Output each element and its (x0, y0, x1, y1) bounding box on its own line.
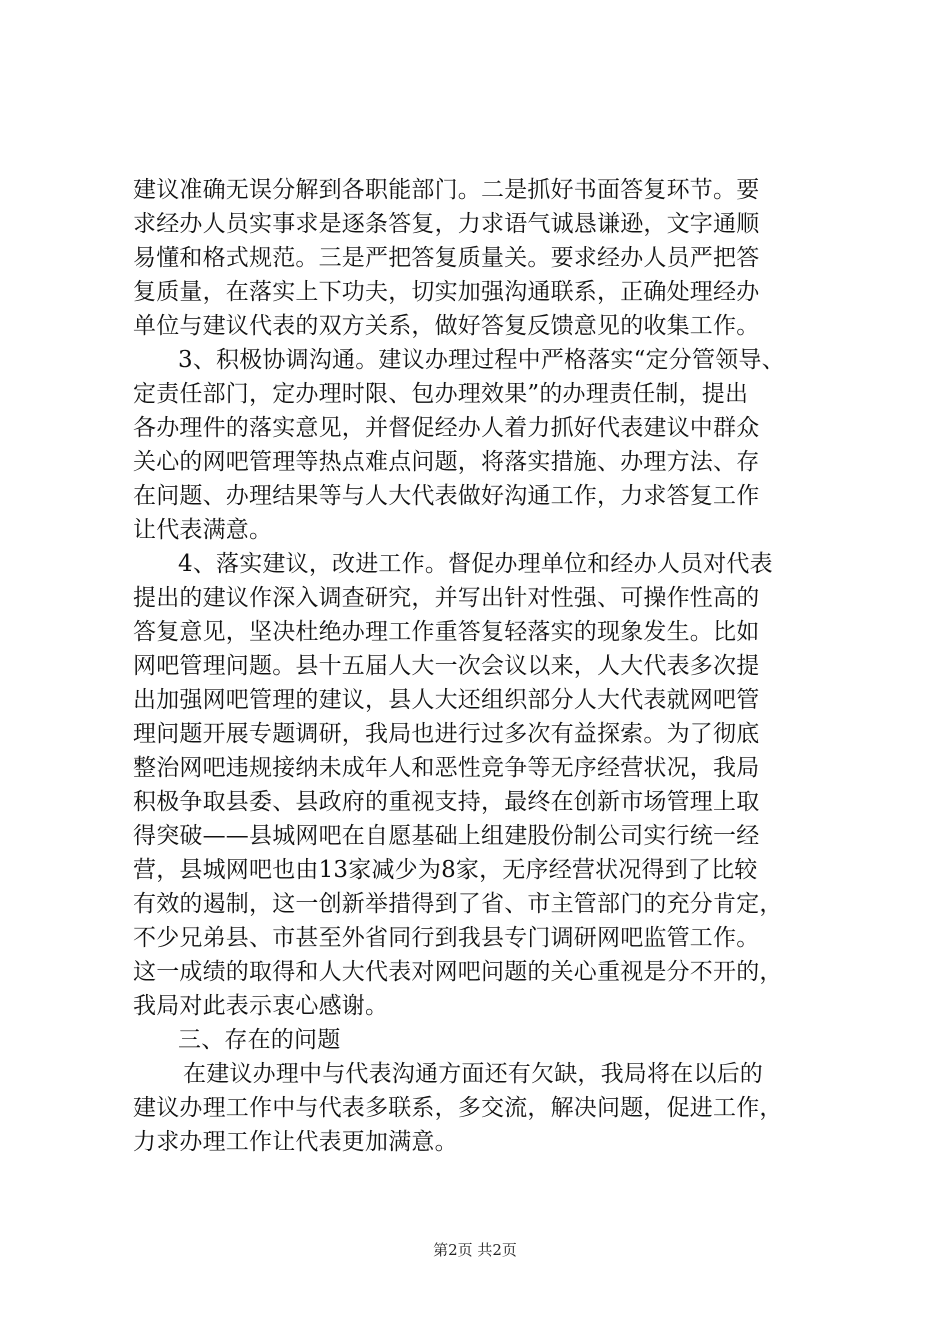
body-line-10: 在问题、办理结果等与人大代表做好沟通工作，力求答复工作 (133, 483, 760, 509)
body-line-9: 关心的网吧管理等热点难点问题，将落实措施、办理方法、存 (133, 449, 760, 475)
body-line-2: 求经办人员实事求是逐条答复，力求语气诚恳谦逊，文字通顺 (133, 211, 760, 237)
body-line-22: 有效的遏制，这一创新举措得到了省、市主管部门的充分肯定， (133, 891, 783, 917)
body-line-4: 复质量，在落实上下功夫，切实加强沟通联系，正确处理经办 (133, 279, 760, 305)
body-line-19: 积极争取县委、县政府的重视支持，最终在创新市场管理上取 (133, 789, 760, 815)
body-line-5: 单位与建议代表的双方关系，做好答复反馈意见的收集工作。 (133, 313, 760, 339)
body-line-15: 网吧管理问题。县十五届人大一次会议以来，人大代表多次提 (133, 653, 760, 679)
body-line-29: 力求办理工作让代表更加满意。 (133, 1129, 458, 1155)
body-line-24: 这一成绩的取得和人大代表对网吧问题的关心重视是分不开的， (133, 959, 783, 985)
body-line-17: 理问题开展专题调研，我局也进行过多次有益探索。为了彻底 (133, 721, 760, 747)
body-line-11: 让代表满意。 (133, 517, 273, 543)
section-heading-problems: 三、存在的问题 (178, 1027, 341, 1053)
page-number-footer: 第2页 共2页 (433, 1241, 517, 1259)
body-line-8: 各办理件的落实意见，并督促经办人着力抓好代表建议中群众 (133, 415, 760, 441)
body-line-20: 得突破——县城网吧在自愿基础上组建股份制公司实行统一经 (133, 823, 760, 849)
body-line-25: 我局对此表示衷心感谢。 (133, 993, 389, 1019)
body-line-23: 不少兄弟县、市甚至外省同行到我县专门调研网吧监管工作。 (133, 925, 760, 951)
body-line-3: 易懂和格式规范。三是严把答复质量关。要求经办人员严把答 (133, 245, 760, 271)
body-line-14: 答复意见，坚决杜绝办理工作重答复轻落实的现象发生。比如 (133, 619, 760, 645)
body-line-21: 营，县城网吧也由13家减少为8家，无序经营状况得到了比较 (133, 857, 758, 883)
body-line-16: 出加强网吧管理的建议，县人大还组织部分人大代表就网吧管 (133, 687, 760, 713)
body-line-13: 提出的建议作深入调查研究，并写出针对性强、可操作性高的 (133, 585, 760, 611)
problems-first-line: 在建议办理中与代表沟通方面还有欠缺，我局将在以后的 (183, 1061, 763, 1087)
body-line-1: 建议准确无误分解到各职能部门。二是抓好书面答复环节。要 (133, 177, 760, 203)
section-4-first-line: 4、落实建议，改进工作。督促办理单位和经办人员对代表 (178, 551, 773, 577)
body-line-18: 整治网吧违规接纳未成年人和恶性竞争等无序经营状况，我局 (133, 755, 760, 781)
body-line-7: 定责任部门，定办理时限、包办理效果”的办理责任制，提出 (133, 381, 749, 407)
body-line-28: 建议办理工作中与代表多联系，多交流，解决问题，促进工作， (133, 1095, 783, 1121)
section-3-first-line: 3、积极协调沟通。建议办理过程中严格落实“定分管领导、 (178, 347, 785, 373)
